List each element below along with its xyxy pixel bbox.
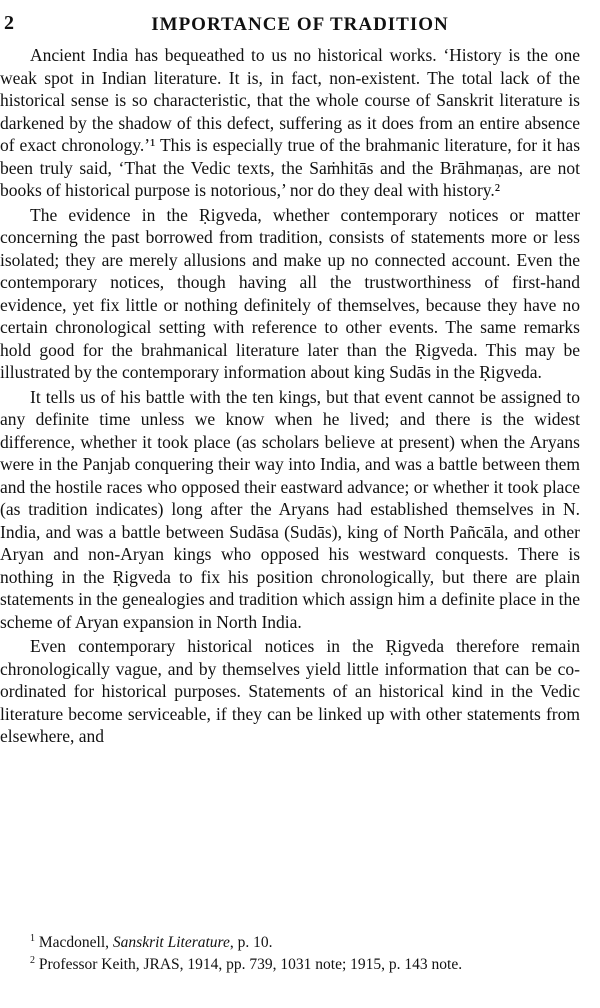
running-head: IMPORTANCE OF TRADITION (151, 14, 449, 35)
paragraph: It tells us of his battle with the ten kings, but that event cannot be assigned to any definite time unless we know when he lived; and there is the widest difference, whether it took place (as scholars believe at present) when the Aryans were in the Panjab conquering their way into India, and was a battle between them and the hostile races who opposed their eastward advance; or whether it took place (as tradition indicates) long after the Aryans had established themselves in N. India, and was a battle between Sudāsa (Sudās), king of North Pañcāla, and other Aryan and non-Aryan kings who opposed his westward conquests. There is nothing in the Ṛigveda to fix his position chronologically, but there are plain statements in the genealogies and tradition which assign him a definite place in the scheme of Aryan expansion in North India. (0, 386, 580, 632)
paragraph: The evidence in the Ṛigveda, whether contemporary notices or matter concerning the past borrowed from tradition, consists of statements more or less isolated; they are merely allusions and make up no connected account. Even the contemporary notices, though having all the trustworthiness of first-hand evidence, yet fix little or nothing definitely of themselves, because they have no certain chronological setting with reference to other events. The same remarks hold good for the brahmanical literature later than the Ṛigveda. This may be illustrated by the contemporary information about king Sudās in the Ṛigveda. (0, 204, 580, 382)
footnotes (0, 932, 580, 976)
footnote-text: Macdonell, (38, 934, 113, 951)
footnote-mark: 2 (30, 954, 35, 966)
page-header (0, 10, 600, 38)
footnote-mark: 1 (30, 932, 35, 944)
page-number: 2 (4, 12, 14, 34)
footnote-book-title: Sanskrit Literature (112, 934, 230, 951)
footnote-text: Professor Keith, JRAS, 1914, pp. 739, 1031 note; 1915, p. 143 note. (38, 956, 463, 973)
body-text (0, 44, 580, 750)
footnote (0, 954, 580, 975)
footnote (0, 932, 580, 953)
paragraph: Even contemporary historical notices in the Ṛigveda therefore remain chronologically vague, and by themselves yield little information that can be co-ordinated for historical purposes. Statements of an historical kind in the Vedic literature become serviceable, if they can be linked up with other statements from elsewhere, and (0, 636, 580, 746)
footnote-text: , p. 10. (229, 934, 273, 951)
paragraph: Ancient India has bequeathed to us no historical works. ‘History is the one weak spot in Indian literature. It is, in fact, non-existent. The total lack of the historical sense is so characteristic, that the whole course of Sanskrit literature is darkened by the shadow of this defect, suffering as it does from an entire absence of exact chronology.’¹ This is especially true of the brahmanic literature, for it has been truly said, ‘That the Vedic texts, the Saṁhitās and the Brāhmaṇas, are not books of historical purpose is notorious,’ nor do they deal with history.² (0, 45, 580, 200)
